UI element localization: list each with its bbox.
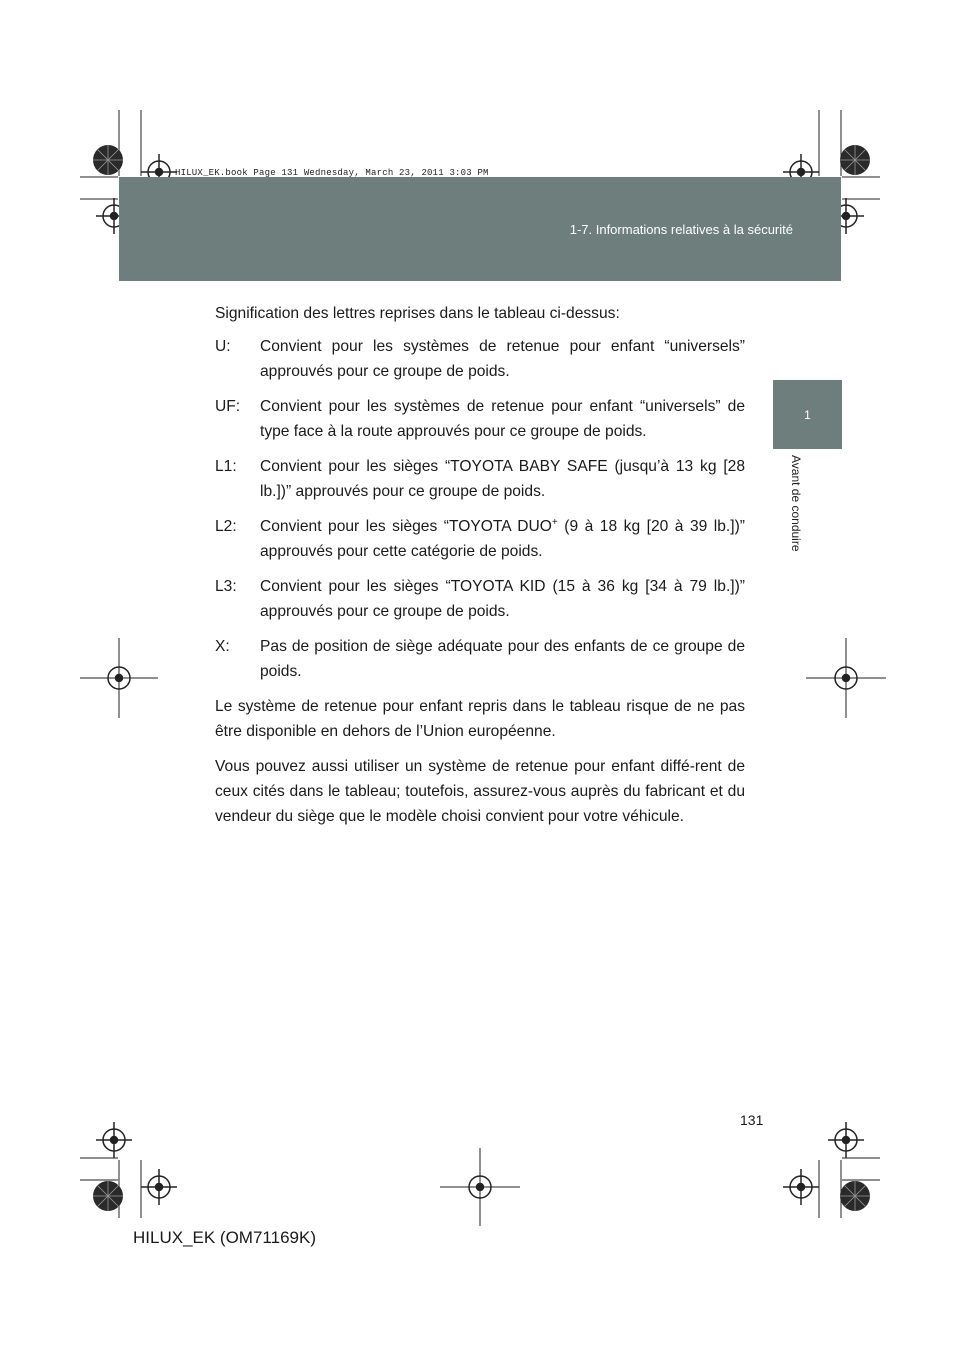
definition-text-part: Convient pour les sièges “TOYOTA DUO bbox=[260, 518, 552, 535]
definition-text: Convient pour les systèmes de retenue pour enfant “universels” de type face à la route approuvés pour ce groupe de poids. bbox=[260, 398, 745, 440]
body-paragraph: Vous pouvez aussi utiliser un système de retenue pour enfant diffé-rent de ceux cités dans le tableau; toutefois, assurez-vous auprès du fabricant et du vendeur du siège que le modèle choisi convient pour votre véhicule. bbox=[215, 758, 745, 825]
definition-text: Convient pour les sièges “TOYOTA KID (15 à 36 kg [34 à 79 lb.])” approuvés pour ce groupe de poids. bbox=[260, 578, 745, 620]
definition-item bbox=[215, 634, 745, 684]
definition-text: Convient pour les sièges “TOYOTA BABY SAFE (jusqu’à 13 kg [28 lb.])” approuvés pour ce groupe de poids. bbox=[260, 458, 745, 500]
definition-term: U: bbox=[215, 338, 231, 355]
body-paragraph: Le système de retenue pour enfant repris dans le tableau risque de ne pas être disponible en dehors de l’Union européenne. bbox=[215, 698, 745, 740]
chapter-tab-number: 1 bbox=[804, 407, 811, 422]
book-stamp: HILUX_EK.book Page 131 Wednesday, March 23, 2011 3:03 PM bbox=[175, 168, 489, 178]
definition-text-part: (9 à 18 kg [20 à 39 lb.])” approuvés pour cette catégorie de poids. bbox=[260, 518, 745, 560]
definition-text bbox=[260, 514, 745, 564]
chapter-label: Avant de conduire bbox=[789, 455, 803, 552]
intro-text: Signification des lettres reprises dans le tableau ci-dessus: bbox=[215, 305, 620, 322]
definition-item bbox=[215, 514, 745, 564]
definition-item bbox=[215, 574, 745, 624]
definition-term: L2: bbox=[215, 518, 237, 535]
definition-item bbox=[215, 334, 745, 384]
definition-text: Pas de position de siège adéquate pour des enfants de ce groupe de poids. bbox=[260, 638, 745, 680]
definition-item bbox=[215, 454, 745, 504]
definition-term: X: bbox=[215, 638, 230, 655]
definition-term: UF: bbox=[215, 398, 241, 415]
model-code: HILUX_EK (OM71169K) bbox=[133, 1228, 316, 1247]
section-title: 1-7. Informations relatives à la sécurité bbox=[569, 222, 793, 237]
plus-superscript: + bbox=[551, 516, 558, 528]
definition-term: L3: bbox=[215, 578, 237, 595]
chapter-tab bbox=[773, 380, 842, 449]
definition-text: Convient pour les systèmes de retenue pour enfant “universels” approuvés pour ce groupe de poids. bbox=[260, 338, 745, 380]
definition-term: L1: bbox=[215, 458, 237, 475]
main-content bbox=[215, 301, 745, 839]
definition-item bbox=[215, 394, 745, 444]
page-number: 131 bbox=[740, 1112, 764, 1128]
